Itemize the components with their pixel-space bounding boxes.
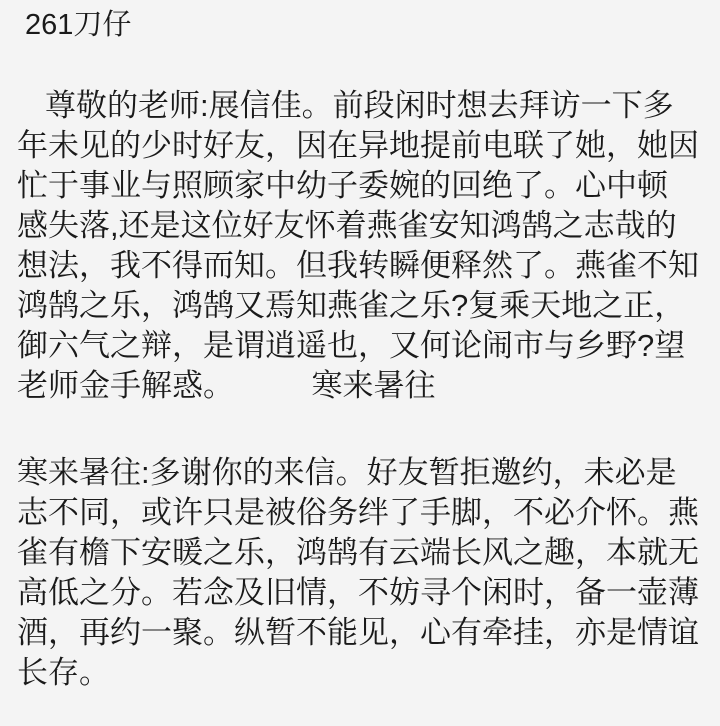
letter-line: 想法，我不得而知。但我转瞬便释然了。燕雀不知 — [17, 248, 699, 283]
reply-line: 高低之分。若念及旧情，不妨寻个闲时，备一壶薄 — [17, 575, 699, 610]
chapter-title: 261刀仔 — [25, 9, 132, 41]
letter-signature-line: 老师金手解惑。 寒来暑往 — [17, 368, 436, 403]
letter-paragraph — [17, 86, 706, 406]
letter-line: 尊敬的老师:展信佳。前段闲时想去拜访一下多 — [45, 88, 674, 123]
reply-line: 雀有檐下安暖之乐，鸿鹄有云端长风之趣，本就无 — [17, 535, 699, 570]
reply-line: 寒来暑往:多谢你的来信。好友暂拒邀约，未必是 — [17, 455, 677, 490]
letter-line: 忙于事业与照顾家中幼子委婉的回绝了。心中顿 — [17, 168, 668, 203]
reply-line: 酒，再约一聚。纵暂不能见，心有牵挂，亦是情谊 — [17, 615, 699, 650]
letter-line: 御六气之辩，是谓逍遥也，又何论闹市与乡野?望 — [17, 328, 686, 363]
reply-line: 志不同，或许只是被俗务绊了手脚，不必介怀。燕 — [17, 495, 699, 530]
letter-line: 鸿鹄之乐，鸿鹄又焉知燕雀之乐?复乘天地之正， — [17, 288, 686, 323]
letter-line: 感失落,还是这位好友怀着燕雀安知鸿鹄之志哉的 — [17, 208, 677, 243]
reply-paragraph — [17, 453, 706, 693]
letter-line: 年未见的少时好友，因在异地提前电联了她，她因 — [17, 128, 699, 163]
reply-line: 长存。 — [17, 655, 110, 690]
